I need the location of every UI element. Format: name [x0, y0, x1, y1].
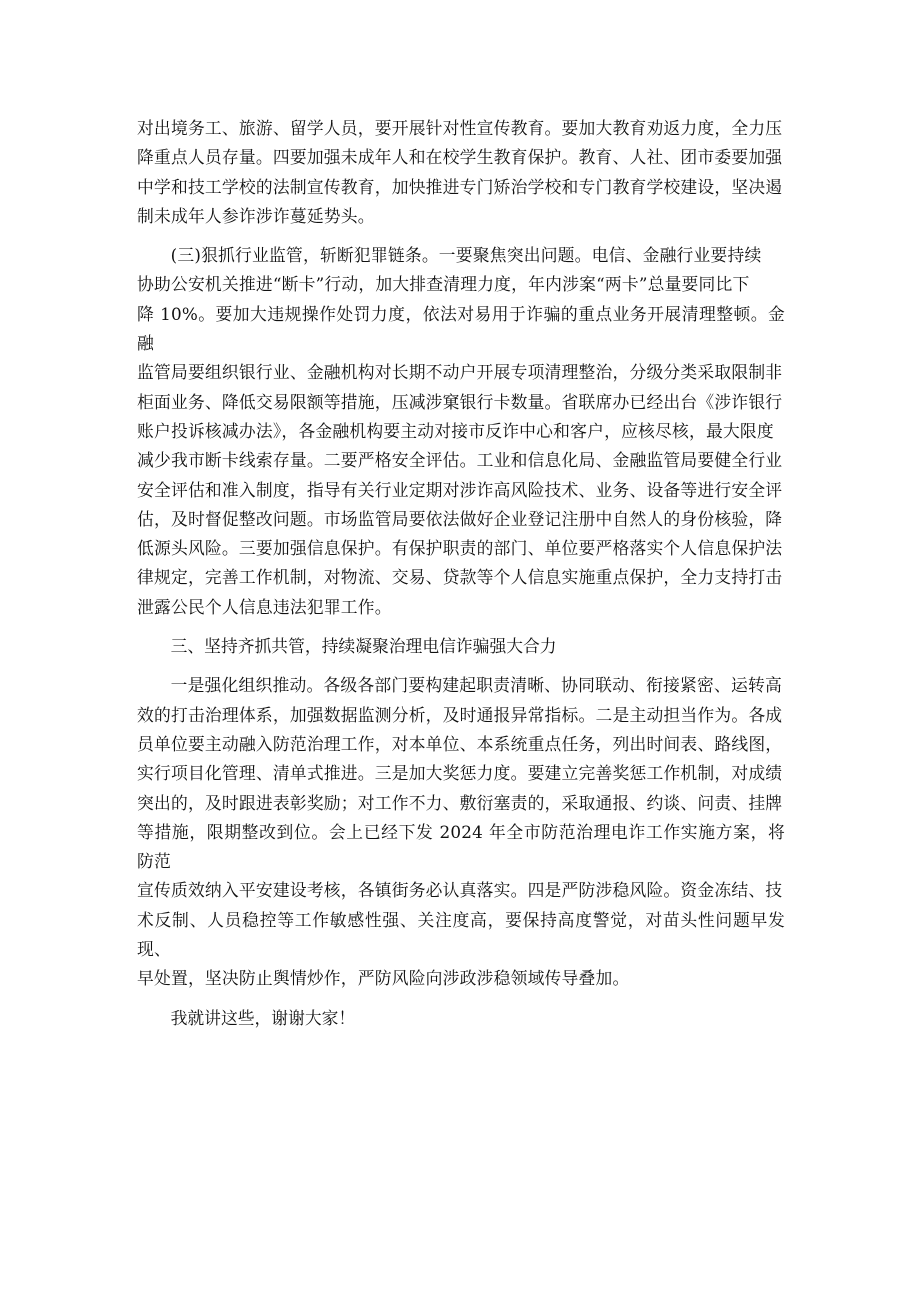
- text-line: 降重点人员存量。四要加强未成年人和在校学生教育保护。教育、人社、团市委要加强: [137, 147, 783, 168]
- text-line: 降 10%。要加大违规操作处罚力度，依法对易用于诈骗的重点业务开展清理整顿。金融: [137, 303, 785, 354]
- text-line: 柜面业务、降低交易限额等措施，压减涉窠银行卡数量。省联席办已经出台《涉诈银行: [137, 391, 783, 412]
- text-line: 制未成年人参诈涉诈蔓延势头。: [137, 205, 375, 226]
- text-line: 低源头风险。三要加强信息保护。有保护职责的部门、单位要严格落实个人信息保护法: [137, 538, 783, 559]
- paragraph-education-protection: [137, 114, 785, 231]
- text-line: 员单位要主动融入防范治理工作，对本单位、本系统重点任务，列出时间表、路线图，: [137, 733, 783, 754]
- text-line: 中学和技工学校的法制宣传教育，加快推进专门矫治学校和专门教育学校建设，坚决遏: [137, 176, 783, 197]
- text-line: 效的打击治理体系，加强数据监测分析，及时通报异常指标。二是主动担当作为。各成: [137, 704, 783, 725]
- text-line: 账户投诉核减办法》，各金融机构要主动对接市反诈中心和客户，应核尽核，最大限度: [137, 420, 774, 441]
- text-line: 宣传质效纳入平安建设考核，各镇街务必认真落实。四是严防涉稳风险。资金冻结、技: [137, 880, 783, 901]
- text-line: 安全评估和准入制度，指导有关行业定期对涉诈高风险技术、业务、设备等进行安全评: [137, 479, 783, 500]
- text-line: 泄露公民个人信息违法犯罪工作。: [137, 596, 392, 617]
- text-line: 对出境务工、旅游、留学人员，要开展针对性宣传教育。要加大教育劝返力度，全力压: [137, 118, 783, 138]
- text-line: 律规定，完善工作机制，对物流、交易、贷款等个人信息实施重点保护，全力支持打击: [137, 567, 783, 588]
- text-line: 一是强化组织推动。各级各部门要构建起职责清晰、协同联动、衔接紧密、运转高: [170, 675, 782, 696]
- text-line: 协助公安机关推进“断卡”行动，加大排查清理力度，年内涉案“两卡”总量要同比下: [137, 274, 750, 295]
- section-heading: 三、坚持齐抓共管，持续凝聚治理电信诈骗强大合力: [170, 636, 557, 657]
- text-line: 估，及时督促整改问题。市场监管局要依法做好企业登记注册中自然人的身份核验，降: [137, 508, 783, 529]
- text-line: 监管局要组织银行业、金融机构对长期不动户开展专项清理整治，分级分类采取限制非: [137, 362, 783, 383]
- text-line: 实行项目化管理、清单式推进。三是加大奖惩力度。要建立完善奖惩工作机制，对成绩: [137, 763, 783, 784]
- closing-remarks: 我就讲这些，谢谢大家！: [170, 1007, 356, 1028]
- paragraph-joint-governance: [137, 671, 785, 993]
- text-line: (三)狠抓行业监管，斩断犯罪链条。一要聚焦突出问题。电信、金融行业要持续: [170, 245, 762, 266]
- text-line: 减少我市断卡线索存量。二要严格安全评估。工业和信息化局、金融监管局要健全行业: [137, 450, 783, 471]
- text-line: 等措施，限期整改到位。会上已经下发 2024 年全市防范治理电诈工作实施方案，将防范: [137, 821, 785, 872]
- text-line: 突出的，及时跟进表彰奖励；对工作不力、敷衍塞责的，采取通报、约谈、问责、挂牌: [137, 792, 783, 813]
- text-line: 早处置，坚决防止舆情炒作，严防风险向涉政涉稳领域传导叠加。: [137, 968, 630, 989]
- text-line: 术反制、人员稳控等工作敏感性强、关注度高，要保持高度警觉，对苗头性问题早发现、: [137, 909, 785, 960]
- document-body: [137, 114, 785, 1033]
- paragraph-industry-supervision: [137, 241, 785, 622]
